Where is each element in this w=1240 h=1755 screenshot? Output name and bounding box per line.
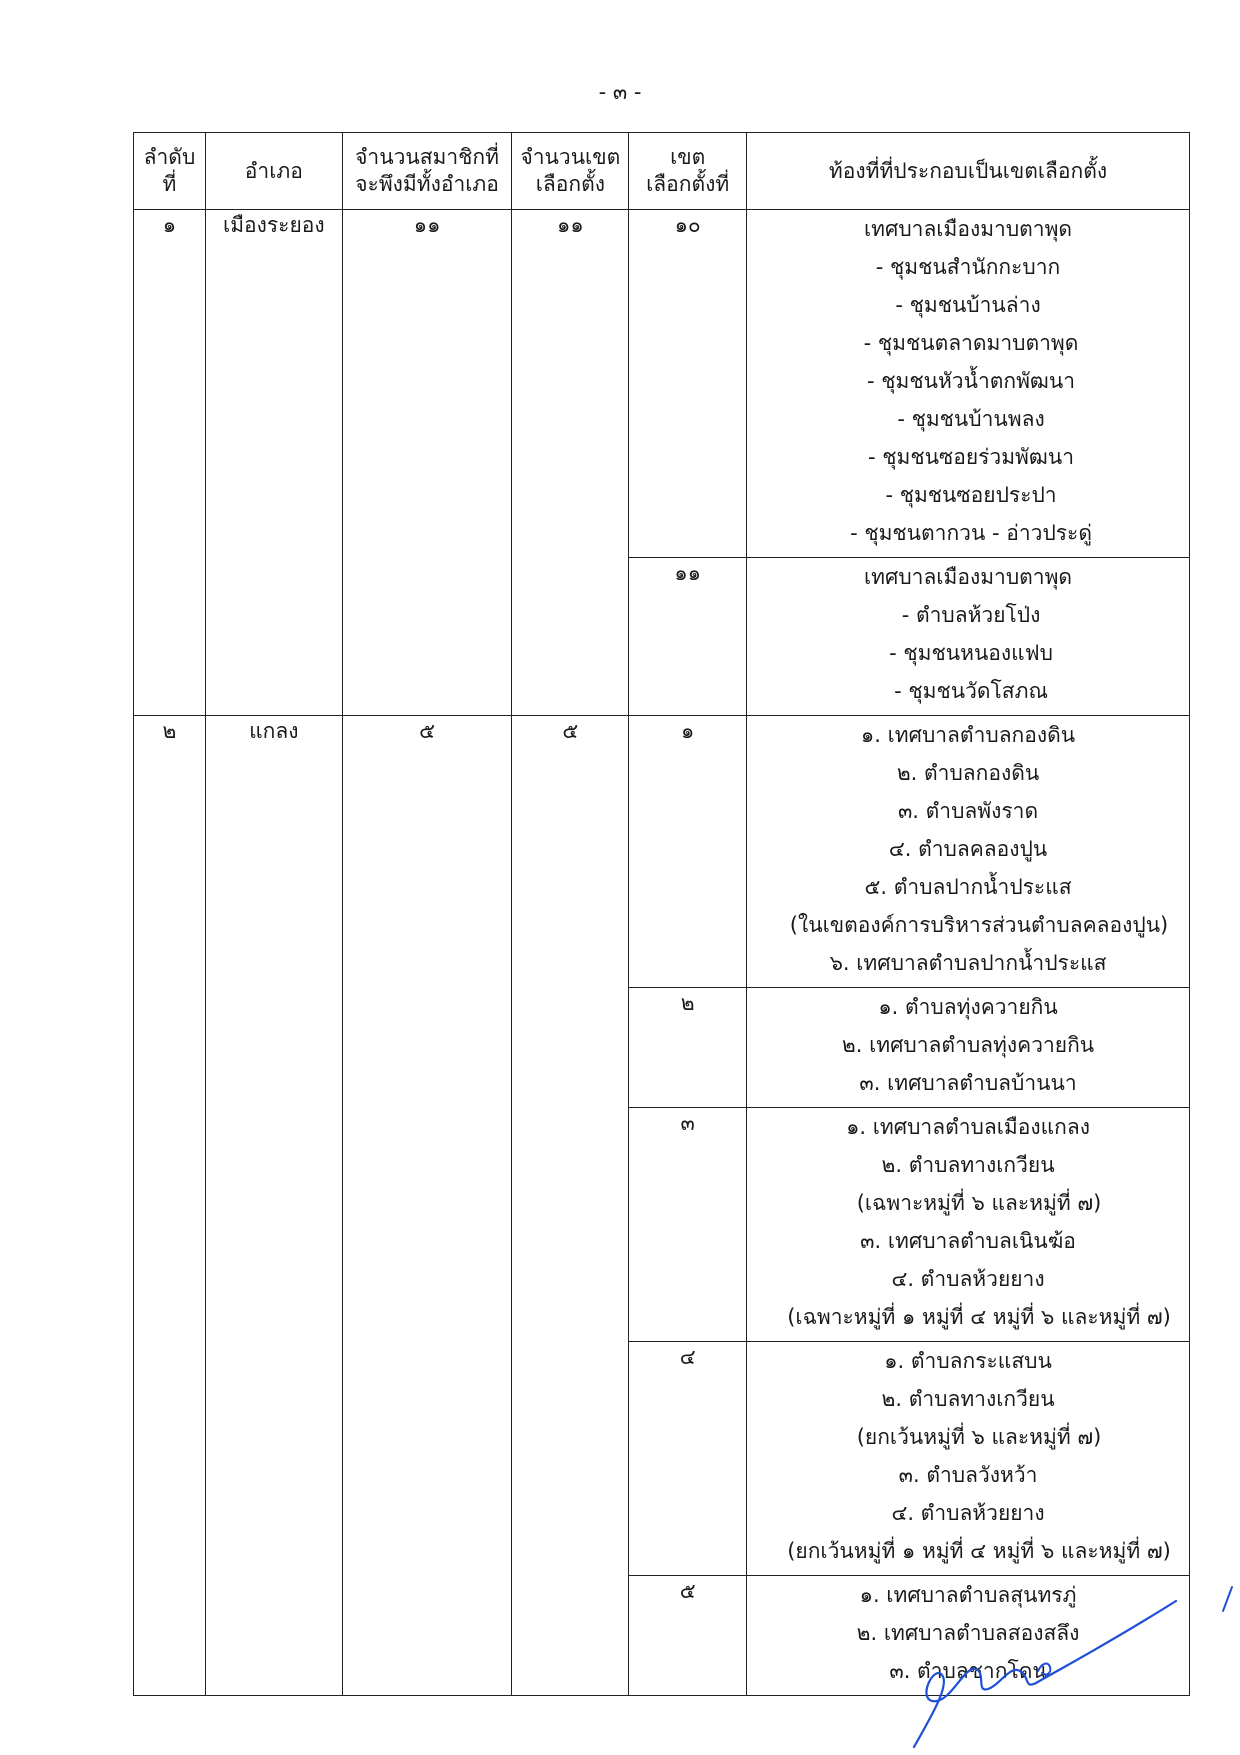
area-line: ๓. ตำบลชากโดน (889, 1659, 1047, 1683)
order-cell: ๒ (134, 716, 206, 1696)
area-line: ๓. เทศบาลตำบลเนินฆ้อ (860, 1229, 1076, 1253)
area-line: ๑. เทศบาลตำบลเมืองแกลง (846, 1115, 1090, 1139)
area-line: ๒. ตำบลทางเกวียน (881, 1153, 1055, 1177)
area-line: - ชุมชนสำนักกะบาก (875, 255, 1061, 279)
zones-count-cell: ๕ (512, 716, 629, 1696)
members-cell: ๕ (342, 716, 512, 1696)
zones-count-cell: ๑๑ (512, 210, 629, 716)
area-cell (747, 988, 1190, 1108)
area-line: เทศบาลเมืองมาบตาพุด (863, 217, 1073, 241)
header-zones-count (512, 133, 629, 210)
area-line: - ชุมชนบ้านล่าง (895, 293, 1041, 317)
header-district: อำเภอ (205, 133, 342, 210)
area-cell (747, 716, 1190, 988)
header-members (342, 133, 512, 210)
area-line: - ชุมชนหนองแฟบ (889, 641, 1053, 665)
zone-number-cell: ๒ (629, 988, 747, 1108)
area-line: (ยกเว้นหมู่ที่ ๖ และหมู่ที่ ๗) (856, 1425, 1102, 1449)
area-line: ๒. ตำบลกองดิน (896, 761, 1040, 785)
area-line: ๓. ตำบลพังราด (897, 799, 1039, 823)
edge-mark (1220, 1585, 1234, 1615)
area-line: (ในเขตองค์การบริหารส่วนตำบลคลองปูน) (789, 913, 1169, 937)
area-line: ๑. เทศบาลตำบลสุนทรภู่ (859, 1583, 1077, 1607)
area-line: ๒. ตำบลทางเกวียน (881, 1387, 1055, 1411)
area-line: - ชุมชนตากวน - อ่าวประดู่ (850, 521, 1092, 545)
signature-stroke (1038, 1664, 1050, 1675)
header-order (134, 133, 206, 210)
area-line: ๕. ตำบลปากน้ำประแส (864, 875, 1072, 899)
table-row (134, 210, 1190, 558)
header-members-line: จำนวนสมาชิกที่ (355, 145, 499, 169)
header-zones-count-line: จำนวนเขต (520, 145, 621, 169)
header-order-line: ที่ (162, 172, 177, 196)
area-line: ๔. ตำบลห้วยยาง (891, 1501, 1045, 1525)
district-cell: แกลง (205, 716, 342, 1696)
area-line: เทศบาลเมืองมาบตาพุด (863, 565, 1073, 589)
zone-number-cell: ๓ (629, 1108, 747, 1342)
table-header (134, 133, 1190, 210)
edge-stroke (1223, 1587, 1232, 1611)
area-cell (747, 210, 1190, 558)
area-cell (747, 1108, 1190, 1342)
area-line: ๔. ตำบลคลองปูน (888, 837, 1048, 861)
header-area: ท้องที่ที่ประกอบเป็นเขตเลือกตั้ง (747, 133, 1190, 210)
page-number: - ๓ - (598, 80, 642, 104)
area-line: ๔. ตำบลห้วยยาง (891, 1267, 1045, 1291)
header-zones-count-line: เลือกตั้ง (535, 172, 605, 196)
area-cell (747, 558, 1190, 716)
header-zone-no-line: เขต (670, 145, 706, 169)
area-line: ๑. เทศบาลตำบลกองดิน (860, 723, 1076, 747)
area-line: ๖. เทศบาลตำบลปากน้ำประแส (829, 951, 1107, 975)
area-line: (เฉพาะหมู่ที่ ๖ และหมู่ที่ ๗) (856, 1191, 1102, 1215)
area-line: - ชุมชนวัดโสภณ (894, 679, 1048, 703)
area-line: ๑. ตำบลทุ่งควายกิน (878, 995, 1058, 1019)
electoral-districts-table (133, 132, 1190, 1696)
area-line: (เฉพาะหมู่ที่ ๑ หมู่ที่ ๔ หมู่ที่ ๖ และหมู่ที่ ๗) (787, 1305, 1171, 1329)
header-zone-no (629, 133, 747, 210)
table-row (134, 716, 1190, 988)
area-line: - ชุมชนตลาดมาบตาพุด (863, 331, 1079, 355)
area-line: - ชุมชนหัวน้ำตกพัฒนา (867, 369, 1076, 393)
header-order-line: ลำดับ (143, 145, 196, 169)
area-line: ๓. เทศบาลตำบลบ้านนา (859, 1071, 1077, 1095)
area-line: ๒. เทศบาลตำบลสองสลึง (856, 1621, 1080, 1645)
order-cell: ๑ (134, 210, 206, 716)
zone-number-cell: ๔ (629, 1342, 747, 1576)
area-line: - ตำบลห้วยโป่ง (901, 603, 1041, 627)
area-line: (ยกเว้นหมู่ที่ ๑ หมู่ที่ ๔ หมู่ที่ ๖ และหมู่ที่ ๗) (787, 1539, 1171, 1563)
area-line: - ชุมชนซอยประปา (885, 483, 1057, 507)
district-cell: เมืองระยอง (205, 210, 342, 716)
signature (910, 1565, 1190, 1755)
members-cell: ๑๑ (342, 210, 512, 716)
zone-number-cell: ๑๐ (629, 210, 747, 558)
area-line: ๑. ตำบลกระแสบน (884, 1349, 1052, 1373)
table-body (134, 210, 1190, 1696)
area-line: - ชุมชนซอยร่วมพัฒนา (868, 445, 1075, 469)
area-line: ๒. เทศบาลตำบลทุ่งควายกิน (841, 1033, 1095, 1057)
area-line: ๓. ตำบลวังหว้า (898, 1463, 1038, 1487)
header-zone-no-line: เลือกตั้งที่ (646, 172, 730, 196)
area-line: - ชุมชนบ้านพลง (897, 407, 1045, 431)
header-members-line: จะพึงมีทั้งอำเภอ (355, 172, 499, 196)
zone-number-cell: ๕ (629, 1576, 747, 1696)
zone-number-cell: ๑ (629, 716, 747, 988)
zone-number-cell: ๑๑ (629, 558, 747, 716)
area-cell (747, 1342, 1190, 1576)
